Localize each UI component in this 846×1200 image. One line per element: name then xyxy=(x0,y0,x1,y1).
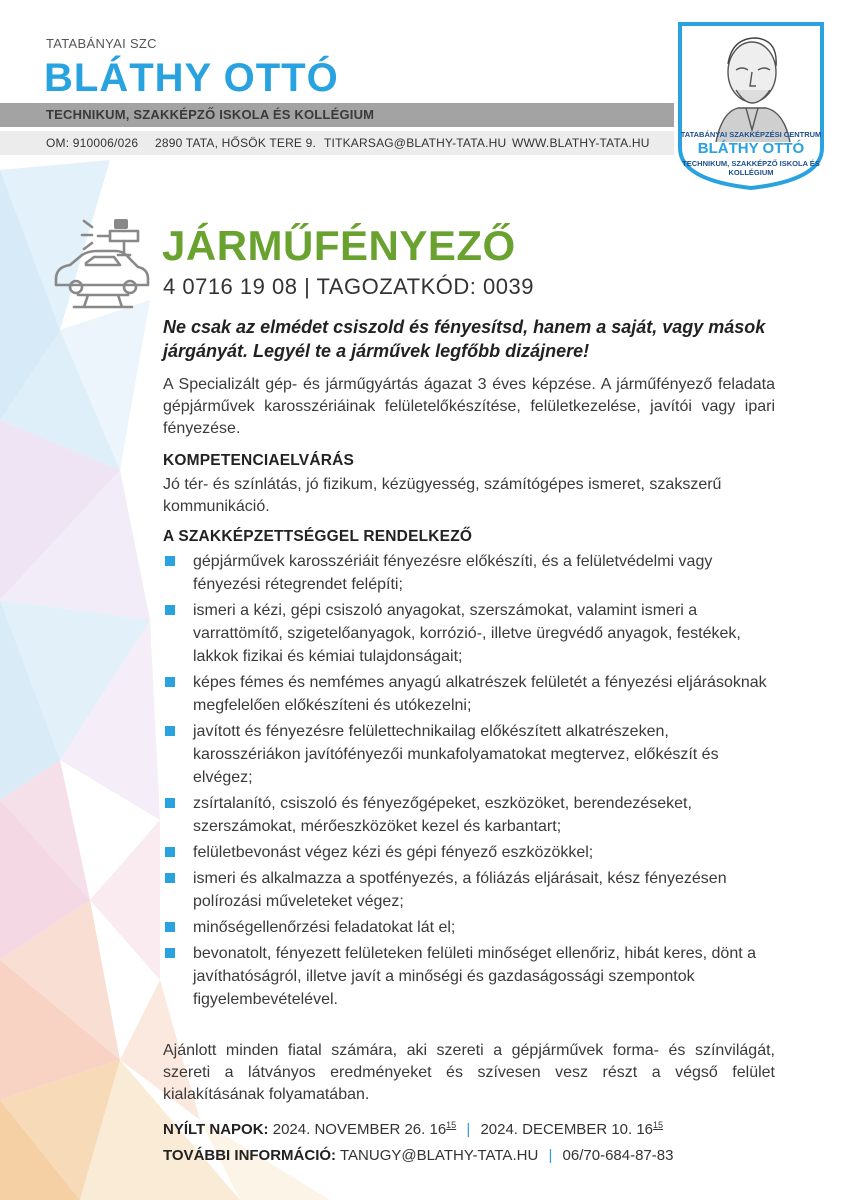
bullet-square-icon xyxy=(165,556,175,566)
skills-list xyxy=(163,550,775,1014)
contact-email-link[interactable]: TITKARSAG@BLATHY-TATA.HU xyxy=(324,136,507,150)
school-name: BLÁTHY OTTÓ xyxy=(44,56,339,100)
separator: | xyxy=(548,1147,553,1164)
badge-center-name: TATABÁNYAI SZAKKÉPZÉSI CENTRUM xyxy=(680,130,822,139)
contact-band xyxy=(0,131,674,155)
info-phone: 06/70-684-87-83 xyxy=(562,1147,674,1164)
list-item: ismeri a kézi, gépi csiszoló anyagokat, szerszámokat, valamint ismeri a varrattömítő, szigetelőanyagok, korrózió-, illetve üregvédő anyagok, festékek, lakkok fizikai és kémiai tulajdonságait; xyxy=(163,599,775,668)
competency-text: Jó tér- és színlátás, jó fizikum, kézügyesség, számítógépes ismeret, szakszerű kommunikáció. xyxy=(163,476,722,515)
competency-heading: KOMPETENCIAELVÁRÁS xyxy=(163,452,355,469)
badge-subtitle: TECHNIKUM, SZAKKÉPZŐ ISKOLA ÉS KOLLÉGIUM xyxy=(682,159,820,177)
bullet-square-icon xyxy=(165,922,175,932)
skills-heading: A SZAKKÉPZETTSÉGGEL RENDELKEZŐ xyxy=(163,528,473,545)
bullet-square-icon xyxy=(165,948,175,958)
bullet-square-icon xyxy=(165,873,175,883)
open-day-1: 2024. NOVEMBER 26. $16^{15}$ xyxy=(272,1120,457,1138)
website-link[interactable]: WWW.BLATHY-TATA.HU xyxy=(512,136,650,150)
car-paint-spray-icon xyxy=(48,215,156,310)
bullet-square-icon xyxy=(165,726,175,736)
school-center-label: TATABÁNYAI SZC xyxy=(46,36,157,51)
open-day-2: 2024. DECEMBER 10. $16^{15}$ xyxy=(480,1120,664,1138)
more-info-label: TOVÁBBI INFORMÁCIÓ: xyxy=(163,1147,337,1164)
open-days xyxy=(163,1120,663,1138)
list-item: felületbevonást végez kézi és gépi fényező eszközökkel; xyxy=(163,841,775,864)
info-email-link[interactable]: TANUGY@BLATHY-TATA.HU xyxy=(339,1147,539,1164)
list-item: minőségellenőrzési feladatokat lát el; xyxy=(163,916,775,939)
more-info xyxy=(163,1147,673,1164)
intro-paragraph: A Specializált gép- és járműgyártás ágazat 3 éves képzése. A járműfényező feladata gépjárművek karosszériáinak felületelőkészítése, felületkezelése, javítói vagy ipari fényezése. xyxy=(163,376,775,437)
bullet-square-icon xyxy=(165,847,175,857)
list-item: javított és fényezésre felülettechnikailag előkészített alkatrészeken, karosszériákon javítófényezői munkafolyamatokat megtervez, előkészít és elvégez; xyxy=(163,720,775,789)
address: 2890 TATA, HŐSÖK TERE 9. xyxy=(155,136,317,150)
list-item: képes fémes és nemfémes anyagú alkatrészek felületét a fényezési eljárásoknak megfelelően előkészíteni és utókezelni; xyxy=(163,671,775,717)
bullet-square-icon xyxy=(165,677,175,687)
course-code: 4 0716 19 08 | TAGOZATKÓD: 0039 xyxy=(163,274,534,299)
list-item: gépjárművek karosszériáit fényezésre előkészíti, és a felületvédelmi vagy fényezési rétegrendet felépíti; xyxy=(163,550,775,596)
school-subtitle: TECHNIKUM, SZAKKÉPZŐ ISKOLA ÉS KOLLÉGIUM xyxy=(46,107,375,122)
badge-school-name: BLÁTHY OTTÓ xyxy=(697,140,805,157)
list-item: ismeri és alkalmazza a spotfényezés, a fóliázás eljárásait, kész fényezésen polírozási műveleteket végez; xyxy=(163,867,775,913)
bullet-square-icon xyxy=(165,605,175,615)
closing-paragraph: Ajánlott minden fiatal számára, aki szereti a gépjárművek forma- és színvilágát, szereti a látványos eredményeket és szívesen vesz részt a végső felület kialakításának folyamatában. xyxy=(163,1042,775,1103)
om-number: OM: 910006/026 xyxy=(46,136,139,150)
separator: | xyxy=(466,1121,471,1138)
slogan: Ne csak az elmédet csiszold és fényesítsd, hanem a saját, vagy mások járgányát. Legyél te a járművek legfőbb dizájnere! xyxy=(163,317,766,361)
school-subtitle-band xyxy=(0,103,674,127)
page-title: JÁRMŰFÉNYEZŐ xyxy=(162,222,516,269)
list-item: bevonatolt, fényezett felületeken felületi minőséget ellenőriz, hibát keres, dönt a javíthatóságról, illetve javít a minőségi és gazdaságossági szempontok figyelembevételével. xyxy=(163,942,775,1011)
bullet-square-icon xyxy=(165,798,175,808)
list-item: zsírtalanító, csiszoló és fényezőgépeket, eszközöket, berendezéseket, szerszámokat, mérőeszközöket kezel és karbantart; xyxy=(163,792,775,838)
open-days-label: NYÍLT NAPOK: xyxy=(163,1121,269,1138)
